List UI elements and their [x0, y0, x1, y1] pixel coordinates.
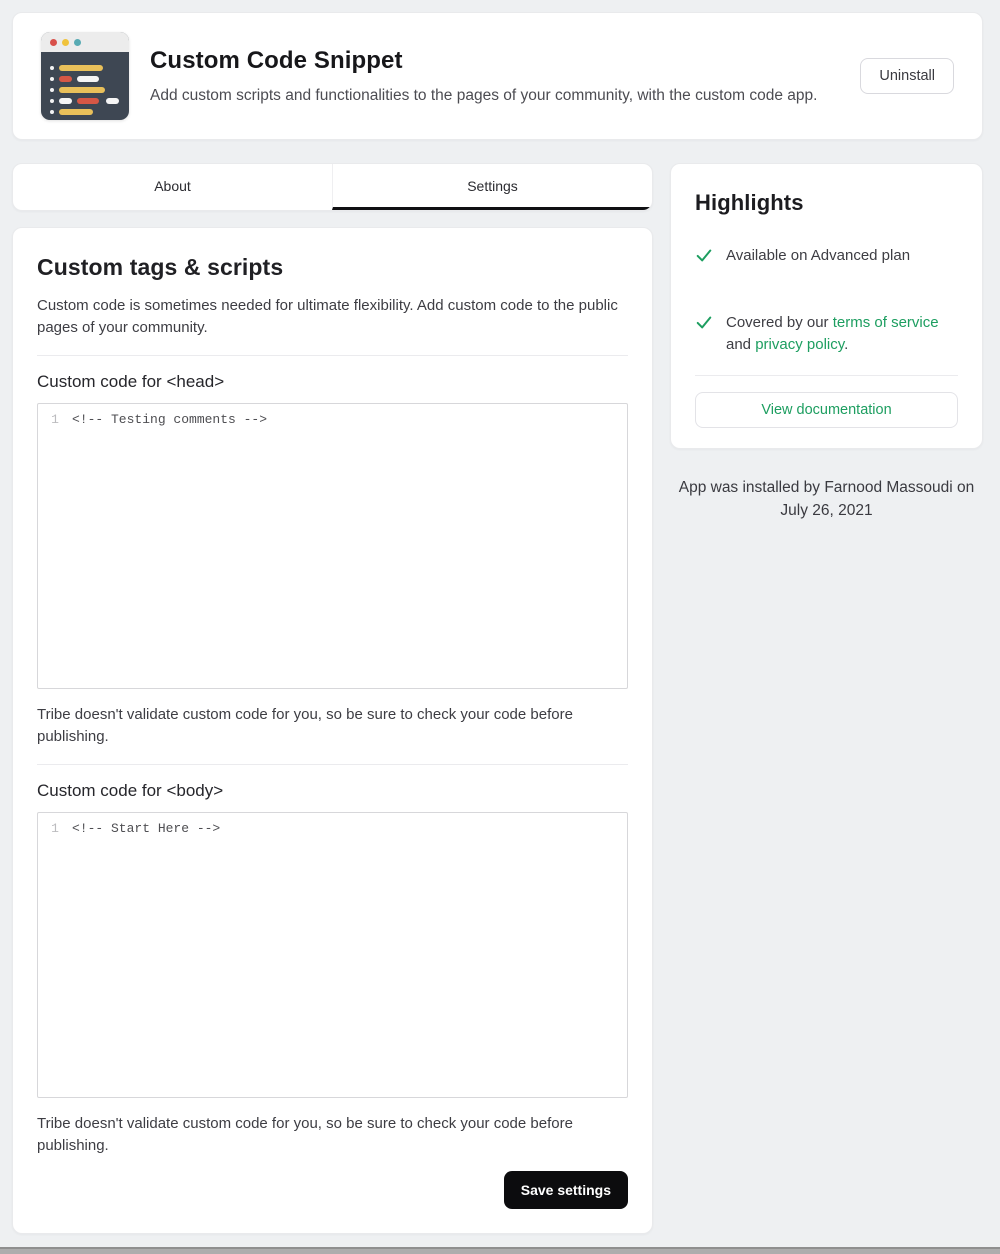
installed-note: App was installed by Farnood Massoudi on July 26, 2021 [678, 479, 975, 519]
divider [37, 764, 628, 765]
highlights-heading: Highlights [695, 190, 804, 215]
legal-text-prefix: Covered by our [726, 314, 833, 331]
legal-text-suffix: . [844, 336, 849, 353]
divider [37, 355, 628, 356]
yellow-dot-icon [62, 39, 69, 46]
section-heading: Custom tags & scripts [37, 254, 284, 280]
check-icon [695, 313, 713, 331]
red-dot-icon [50, 39, 57, 46]
settings-panel [12, 227, 653, 1234]
section-intro: Custom code is sometimes needed for ultimate flexibility. Add custom code to the public pages of your community. [37, 297, 618, 336]
line-number: 1 [51, 821, 59, 836]
body-code-content: <!-- Start Here --> [72, 821, 221, 836]
body-code-note: Tribe doesn't validate custom code for you, so be sure to check your code before publishing. [37, 1115, 573, 1154]
privacy-policy-link[interactable]: privacy policy [755, 336, 845, 353]
uninstall-button[interactable]: Uninstall [860, 58, 954, 94]
head-code-label: Custom code for <head> [37, 372, 225, 391]
line-number: 1 [51, 412, 59, 427]
terms-of-service-link[interactable]: terms of service [832, 314, 939, 331]
app-description: Add custom scripts and functionalities to the pages of your community, with the custom code app. [150, 87, 818, 104]
highlights-card [670, 163, 983, 449]
highlight-item-plan [695, 245, 958, 267]
body-code-label: Custom code for <body> [37, 781, 224, 800]
app-icon-titlebar [41, 32, 129, 52]
body-code-editor[interactable] [37, 812, 628, 1098]
head-code-note: Tribe doesn't validate custom code for you, so be sure to check your code before publishing. [37, 706, 573, 745]
highlight-text [726, 312, 958, 356]
tab-about[interactable]: About [154, 177, 191, 194]
page-title: Custom Code Snippet [150, 47, 403, 74]
tab-settings[interactable]: Settings [332, 164, 652, 210]
app-header-card [12, 12, 983, 140]
app-icon-code-lines [41, 52, 129, 117]
tab-bar [12, 163, 653, 211]
highlight-item-legal [695, 312, 958, 356]
view-documentation-button[interactable]: View documentation [695, 392, 958, 428]
highlight-text: Available on Advanced plan [726, 247, 911, 264]
teal-dot-icon [74, 39, 81, 46]
app-icon [41, 32, 129, 120]
horizontal-scrollbar[interactable] [0, 1247, 1000, 1254]
head-code-editor[interactable] [37, 403, 628, 689]
head-code-content: <!-- Testing comments --> [72, 412, 268, 427]
check-icon [695, 246, 713, 264]
save-settings-button[interactable]: Save settings [504, 1171, 628, 1209]
legal-text-middle: and [726, 336, 756, 353]
divider [695, 375, 958, 376]
